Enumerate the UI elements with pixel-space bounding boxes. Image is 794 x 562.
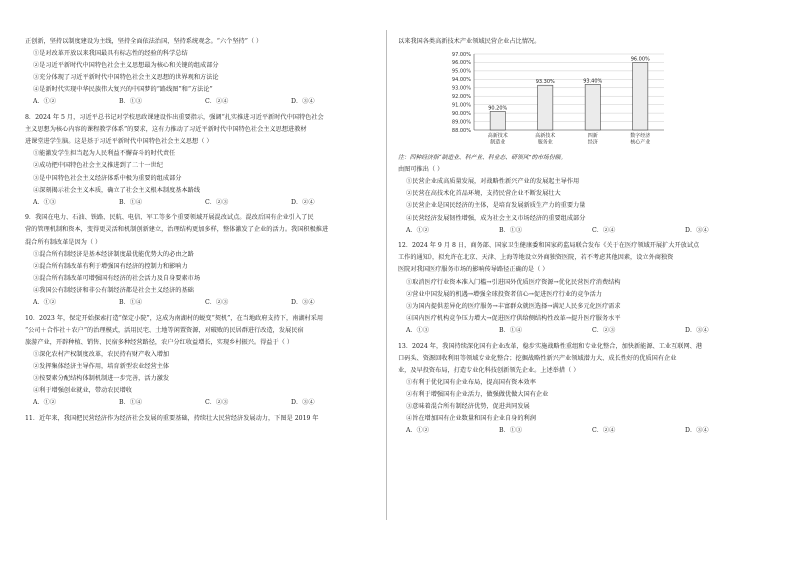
- q10-choice-c: C．②③: [205, 399, 229, 407]
- q9-stem-1: 9．我国在电力、石油、铁路、民航、电信、军工等多个重要领域开展混改试点。混改后国有企业引入了民: [25, 214, 314, 222]
- q8-option-3: ③是中国特色社会主义经济体系中极为重要的组成部分: [33, 174, 182, 182]
- bar: [633, 63, 648, 131]
- q8-choice-a: A．①③: [33, 198, 57, 206]
- q9-option-4: ④我国公有制经济和非公有制经济都是社会主义经济的基础: [33, 286, 194, 294]
- q11-choices: [398, 225, 778, 237]
- q12-choice-c: C．②③: [592, 326, 616, 334]
- q7-option-4: ④是新时代实现中华民族伟大复兴的中国梦的“路线图”和“方法论”: [33, 86, 213, 94]
- q8-choice-b: B．①④: [119, 198, 143, 206]
- y-tick-label: 88.00%: [451, 127, 471, 134]
- q13-stem-3: 业，及早投资布局，打造专业化科技创新领先企业。上述举措（ ）: [398, 366, 580, 374]
- q12-choices: [398, 325, 778, 337]
- q13-option-3: ③意味着混合所有制经济优势，促进共同发展: [406, 402, 530, 410]
- q9-choice-a: A．①②: [33, 298, 57, 306]
- bar: [585, 84, 600, 130]
- x-tick-label: 服务业: [537, 139, 553, 146]
- y-tick-label: 96.00%: [451, 60, 471, 67]
- q7-choice-c: C．②④: [205, 98, 229, 106]
- y-tick-label: 90.00%: [451, 111, 471, 118]
- q7-choices: [25, 96, 377, 108]
- q13-choice-c: C．②④: [592, 427, 616, 435]
- q10-stem-1: 10．2023 年，保定开始探索打造“保定小院”，这成为南湖村的蜕变“契机”，在当地政府支持下，南湖村采用: [25, 314, 324, 322]
- chart-container: [398, 50, 778, 150]
- q7-stem: 正创新，坚持以制度建设为主线，坚持全面依法治国，坚持系统观念。“六个坚持”（ ）: [25, 38, 263, 45]
- x-tick-label: 高新技术: [535, 133, 556, 140]
- q10-choices: [25, 397, 377, 409]
- right-column: [398, 36, 778, 437]
- y-tick-label: 94.00%: [451, 77, 471, 84]
- q13-stem-1: 13．2024 年，我国持续深化国有企业改革，稳步实施战略性重组和专业化整合，加快新能源、工业互联网、港: [398, 342, 703, 350]
- q11-choice-b: B．①③: [499, 226, 523, 234]
- q8-choice-c: C．②③: [205, 198, 229, 206]
- chart-note: 注：四种经济指“制造业、科产业、科业态、研领风”的市场份额。: [398, 155, 567, 162]
- q7-choice-d: D．③④: [291, 98, 315, 106]
- left-column: [25, 36, 377, 425]
- q11-choice-d: D．③④: [685, 226, 709, 234]
- q11-question: 由图可推出（ ）: [398, 166, 444, 174]
- q11-choice-a: A．①②: [406, 226, 430, 234]
- q7-choice-b: B．①③: [119, 98, 143, 106]
- q12-option-3: ③为国内提供差异化的医疗服务→丰富群众就医选择→满足人民多元化医疗需求: [406, 302, 621, 310]
- data-label: 93.40%: [583, 78, 603, 85]
- q12-choice-b: B．①④: [499, 326, 523, 334]
- q7-option-1: ①是对改革开放以来我国最具有标志性的经验的科学总结: [33, 50, 188, 58]
- y-tick-label: 91.00%: [451, 102, 471, 109]
- q8-stem-1: 8．2024 年 5 月，习近平总书记对学校思政课建设作出重要指示，强调“扎实推进习近平新时代中国特色社会: [25, 114, 324, 122]
- data-label: 93.30%: [535, 79, 555, 86]
- q9-option-2: ②混合所有制改革有利于增强国有经济的控制力和影响力: [33, 262, 188, 270]
- bar: [490, 112, 505, 131]
- x-tick-label: 数字经济: [630, 133, 651, 140]
- y-tick-label: 95.00%: [451, 68, 471, 75]
- q10-stem-3: 旅游产业，开辟种植、销售、民宿多种经营路径，农户分红收益增长，实现乡村振兴。得益于（ ）: [25, 338, 294, 346]
- q9-choice-c: C．②③: [205, 298, 229, 306]
- q11-choice-c: C．②④: [592, 226, 616, 234]
- q9-choices: [25, 297, 377, 309]
- q13-choice-b: B．①③: [499, 427, 523, 435]
- q10-choice-a: A．①②: [33, 399, 57, 407]
- q12-stem-1: 12．2024 年 9 月 8 日，商务部、国家卫生健康委和国家药监局联合发布《关于在医疗领域开展扩大开放试点: [398, 242, 700, 250]
- q11-option-1: ①民营企业成高质量发展，对战略性新兴产业的发展起主导作用: [406, 178, 580, 186]
- q10-stem-2: “公司＋合作社＋农户”的治理模式，活用民宅、土地等闲置资源，对破败的民居群进行改造，发展民宿: [25, 326, 304, 334]
- q9-choice-d: D．③④: [291, 298, 315, 306]
- y-tick-label: 97.00%: [451, 51, 471, 58]
- q8-choices: [25, 197, 377, 209]
- q12-stem-2: 工作的通知》，拟允许在北京、天津、上海等地设立外商独资医院，若不考虑其他因素，设立外商独资: [398, 254, 674, 262]
- x-tick-label: 高新技术: [487, 133, 508, 140]
- q11-option-4: ④民营经济发展韧性增强，成为社会主义市场经济的重要组成部分: [406, 214, 586, 222]
- q8-choice-d: D．②④: [291, 198, 315, 206]
- y-tick-label: 93.00%: [451, 85, 471, 92]
- bar-chart: [438, 50, 678, 150]
- q10-option-2: ②发挥集体经济主导作用，培育新型农业经营主体: [33, 362, 170, 370]
- q12-choice-a: A．①③: [406, 326, 430, 334]
- q12-option-4: ④国内医疗机构竞争压力增大→促进医疗供给侧结构性改革→提升医疗服务水平: [406, 314, 621, 322]
- q12-stem-3: 医院对我国医疗服务市场的影响传导路径正确的是（ ）: [398, 266, 549, 274]
- q7-option-3: ③充分体现了习近平新时代中国特色社会主义思想的世界观和方法论: [33, 74, 219, 82]
- q11-option-2: ②民营在高技术化首品环境，支持民营企业不断发展壮大: [406, 190, 561, 198]
- q13-option-4: ④旨在增加国有企业数量和国有企业自身的利润: [406, 415, 536, 423]
- q9-choice-b: B．①④: [119, 298, 143, 306]
- y-tick-label: 92.00%: [451, 94, 471, 101]
- data-label: 96.00%: [630, 56, 650, 63]
- q12-choice-d: D．③④: [685, 326, 709, 334]
- x-tick-label: 四新: [587, 133, 598, 140]
- q8-option-4: ④深刻揭示社会主义本质，确立了社会主义根本制度基本路线: [33, 186, 201, 194]
- q13-option-1: ①有利于优化国有企业布局，提高国有资本效率: [406, 378, 536, 386]
- x-tick-label: 核心产业: [630, 139, 651, 146]
- q9-stem-2: 营的管理机制和资本，变得更灵活和机制创新建立，治理结构更加多样，整体激发了企业的活力。我国积极推进: [25, 226, 329, 234]
- data-label: 90.20%: [488, 105, 508, 112]
- q11-stem-cont: 以来我国各类高新技术产业领域民营企业占比情况。: [398, 38, 541, 45]
- q8-stem-3: 进课堂进学生脑。这是基于习近平新时代中国特色社会主义思想（ ）: [25, 138, 213, 146]
- q13-choices: [398, 425, 778, 437]
- y-tick-label: 89.00%: [451, 119, 471, 126]
- column-divider: [386, 30, 387, 520]
- q12-option-2: ②营业中国发展的机遇→增强全球投资者信心→促进医疗行业的竞争活力: [406, 290, 602, 298]
- q13-choice-a: A．①②: [406, 427, 430, 435]
- x-tick-label: 制造业: [490, 139, 506, 146]
- q8-option-2: ②成功把中国特色社会主义推进到了二十一世纪: [33, 162, 163, 170]
- q8-stem-2: 主义思想为核心内容的课程教学体系”的要求，这有力推动了习近平新时代中国特色社会主义思想进教材: [25, 126, 307, 134]
- q9-stem-3: 混合所有制改革是因为（ ）: [25, 238, 102, 246]
- q10-option-1: ①深化农村产权制度改革，农民持有财产收入增加: [33, 350, 170, 358]
- bar: [538, 85, 553, 130]
- q7-option-2: ②是习近平新时代中国特色社会主义思想最为核心和关键的组成部分: [33, 62, 219, 70]
- q10-choice-d: D．③④: [291, 399, 315, 407]
- q13-stem-2: 口码头、资源回收利用等领域专业化整合；挖掘战略性新兴产业领域潜力大、成长性好的优质国有企业: [398, 354, 677, 362]
- q11-option-3: ③民营企业是国民经济的主体，是培育发展新质生产力的重要力量: [406, 202, 586, 210]
- q12-option-1: ①取消医疗行业资本准入门槛→引进国外优质医疗资源→优化民营医疗消费结构: [406, 278, 621, 286]
- q13-option-2: ②有利于增强国有企业活力，做强做优做大国有企业: [406, 390, 549, 398]
- q8-option-1: ①能激发学生担当起为人民利益不懈奋斗的时代责任: [33, 150, 176, 158]
- q13-choice-d: D．③④: [685, 427, 709, 435]
- x-tick-label: 经济: [587, 139, 598, 146]
- q7-choice-a: A．①②: [33, 98, 57, 106]
- q10-option-3: ③按要素分配结构体制机制进一步完善，活力激发: [33, 375, 170, 383]
- q10-option-4: ④利于增强创业就业，带动农民增收: [33, 387, 132, 395]
- q11-stem: 11．近年来，我国把民营经济作为经济社会发展的重要基础，持续壮大民营经济发展动力，下图是 2019 年: [25, 414, 319, 422]
- q10-choice-b: B．①④: [119, 399, 143, 407]
- q9-option-3: ③混合所有制改革可增强国有经济的社会活力及自身要素市场: [33, 274, 201, 282]
- q9-option-1: ①混合所有制经济是基本经济制度最优能优势大的必由之路: [33, 250, 194, 258]
